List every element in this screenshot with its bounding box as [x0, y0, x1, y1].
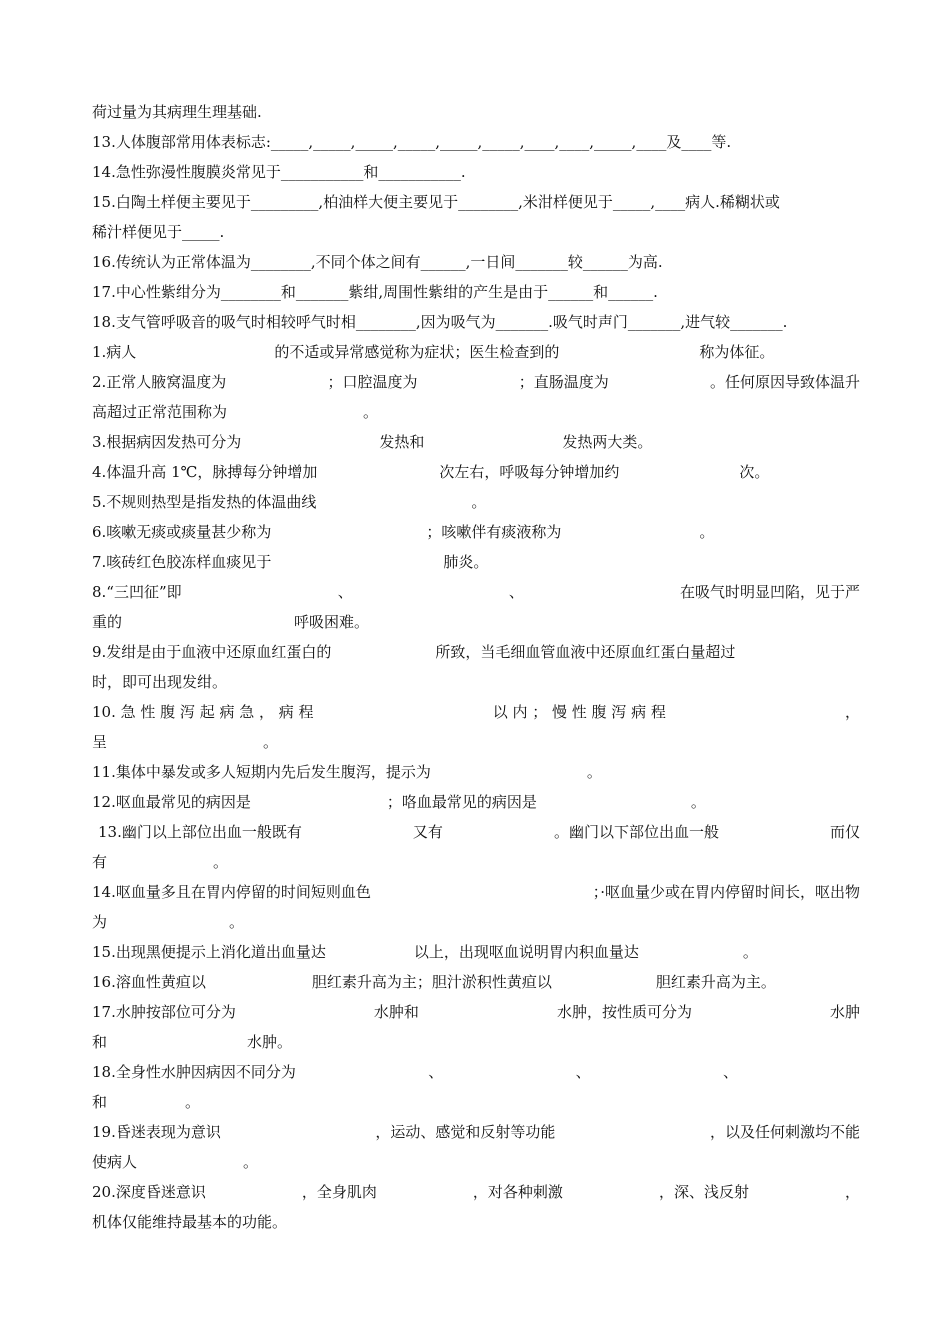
q19-part-b: ，运动、感觉和反射等功能: [375, 1123, 556, 1141]
q6-part-b: ；咳嗽伴有痰液称为: [426, 523, 562, 541]
q18-part-b: 、: [428, 1063, 444, 1081]
q9-part-b: 所致，当毛细血管血液中还原血红蛋白量超过: [435, 643, 736, 661]
question-b19-line1: [92, 1120, 860, 1144]
q16-part-c: 胆红素升高为主。: [655, 973, 776, 991]
q18-line2-a: 和: [92, 1093, 108, 1111]
q12-part-a: 12.呕血最常见的病因是: [92, 793, 251, 811]
q17-part-d: 水肿: [829, 1003, 860, 1021]
q10-part-b: 以 内 ； 慢 性 腹 泻 病 程: [492, 703, 666, 721]
q10-line2-b: 。: [263, 733, 279, 751]
question-b17-line1: [92, 1000, 860, 1024]
q3-part-a: 3.根据病因发热可分为: [92, 433, 242, 451]
q8-line2-a: 重的: [92, 613, 123, 631]
q19-part-a: 19.昏迷表现为意识: [92, 1123, 221, 1141]
question-b2-line2: [92, 400, 860, 424]
q6-part-a: 6.咳嗽无痰或痰量甚少称为: [92, 523, 272, 541]
question-b4: [92, 460, 860, 484]
q18-part-c: 、: [575, 1063, 591, 1081]
q16-part-b: 胆红素升高为主；胆汁淤积性黄疸以: [311, 973, 552, 991]
question-b20-line2: 机体仅能维持最基本的功能。: [92, 1213, 288, 1231]
q12-part-c: 。: [690, 793, 706, 811]
q10-part-a: 10. 急 性 腹 泻 起 病 急 ， 病 程: [92, 703, 314, 721]
q20-part-a: 20.深度昏迷意识: [92, 1183, 206, 1201]
q13-part-b: 又有: [412, 823, 443, 841]
q13-line2-b: 。: [213, 853, 229, 871]
intro-line: 荷过量为其病理生理基础.: [92, 103, 262, 121]
question-a17: 17.中心性紫绀分为________和_______紫绀,周围性紫绀的产生是由于______和______.: [92, 283, 658, 301]
question-b8-line2: [92, 610, 860, 634]
q19-part-c: ，以及任何刺激均不能: [709, 1123, 860, 1141]
q17-part-c: 水肿，按性质可分为: [556, 1003, 692, 1021]
question-b10-line1: [92, 700, 860, 724]
q14-part-a: 14.呕血量多且在胃内停留的时间短则血色: [92, 883, 371, 901]
question-b20-line1: [92, 1180, 860, 1204]
q4-part-b: 次左右，呼吸每分钟增加约: [439, 463, 620, 481]
question-a14: 14.急性弥漫性腹膜炎常见于___________和___________.: [92, 163, 466, 181]
q8-line2-b: 呼吸困难。: [294, 613, 370, 631]
q6-part-c: 。: [699, 523, 715, 541]
q13-part-d: 而仅: [829, 823, 860, 841]
q1-part-a: 1.病人: [92, 343, 137, 361]
q2-line2-b: 。: [363, 403, 379, 421]
q14-line2-a: 为: [92, 913, 108, 931]
q15-part-a: 15.出现黑便提示上消化道出血量达: [92, 943, 326, 961]
q13-part-c: 。幽门以下部位出血一般: [553, 823, 719, 841]
question-b1: [92, 340, 860, 364]
q15-part-b: 以上，出现呕血说明胃内积血量达: [413, 943, 639, 961]
q8-part-c: 、: [508, 583, 524, 601]
question-b7: [92, 550, 860, 574]
question-b9-line1: [92, 640, 860, 664]
question-b15: [92, 940, 860, 964]
question-b14-line1: [92, 880, 860, 904]
q1-part-c: 称为体征。: [699, 343, 775, 361]
q1-part-b: 的不适或异常感觉称为症状；医生检查到的: [274, 343, 560, 361]
q17-line2-b: 水肿。: [247, 1033, 293, 1051]
q14-part-b: ；·呕血量少或在胃内停留时间长，呕出物: [592, 883, 860, 901]
q19-line2-b: 。: [243, 1153, 259, 1171]
q15-part-c: 。: [742, 943, 758, 961]
q17-part-b: 水肿和: [373, 1003, 419, 1021]
question-b13-line1: [92, 820, 860, 844]
q18-line2-b: 。: [185, 1093, 201, 1111]
q13-line2-a: 有: [92, 853, 108, 871]
q5-part-b: 。: [471, 493, 487, 511]
question-b16: [92, 970, 860, 994]
question-b18-line1: [92, 1060, 860, 1084]
q11-part-a: 11.集体中暴发或多人短期内先后发生腹泻，提示为: [92, 763, 431, 781]
question-a18: 18.支气管呼吸音的吸气时相较呼气时相________,因为吸气为_______.吸气时声门_______,进气较_______.: [92, 313, 788, 331]
question-b5: [92, 490, 860, 514]
q20-part-d: ，深、浅反射: [658, 1183, 749, 1201]
q2-part-c: ；直肠温度为: [518, 373, 609, 391]
q7-part-b: 肺炎。: [443, 553, 489, 571]
q2-part-a: 2.正常人腋窝温度为: [92, 373, 227, 391]
q17-part-a: 17.水肿按部位可分为: [92, 1003, 236, 1021]
question-b14-line2: [92, 910, 860, 934]
q2-part-d: 。任何原因导致体温升: [709, 373, 860, 391]
question-b9-line2: 时，即可出现发绀。: [92, 673, 228, 691]
q19-line2-a: 使病人: [92, 1153, 138, 1171]
q7-part-a: 7.咳砖红色胶冻样血痰见于: [92, 553, 272, 571]
question-a15-line1: [92, 190, 860, 214]
q18-part-a: 18.全身性水肿因病因不同分为: [92, 1063, 296, 1081]
question-b11: [92, 760, 860, 784]
question-b17-line2: [92, 1030, 860, 1054]
q20-part-c: ，对各种刺激: [472, 1183, 563, 1201]
question-b19-line2: [92, 1150, 860, 1174]
question-b13-line2: [92, 850, 860, 874]
q14-line2-b: 。: [229, 913, 245, 931]
q8-part-d: 在吸气时明显凹陷，见于严: [679, 583, 860, 601]
question-b18-line2: [92, 1090, 860, 1114]
q4-part-c: 次。: [739, 463, 770, 481]
q5-part-a: 5.不规则热型是指发热的体温曲线: [92, 493, 317, 511]
question-b6: [92, 520, 860, 544]
q13-part-a: 13.幽门以上部位出血一般既有: [98, 823, 302, 841]
q4-part-a: 4.体温升高 1℃，脉搏每分钟增加: [92, 463, 318, 481]
question-a16: 16.传统认为正常体温为________,不同个体之间有______,一日间_______较______为高.: [92, 253, 663, 271]
question-b10-line2: [92, 730, 860, 754]
q2-part-b: ；口腔温度为: [327, 373, 418, 391]
q3-part-c: 发热两大类。: [562, 433, 653, 451]
q20-part-b: ，全身肌肉: [301, 1183, 377, 1201]
question-a15-line2: 稀汁样便见于_____.: [92, 223, 225, 241]
q17-line2-a: 和: [92, 1033, 108, 1051]
q11-part-b: 。: [586, 763, 602, 781]
q20-part-e: ，: [844, 1183, 860, 1201]
q10-line2-a: 呈: [92, 733, 108, 751]
question-b3: [92, 430, 860, 454]
q16-part-a: 16.溶血性黄疸以: [92, 973, 206, 991]
q18-part-d: 、: [722, 1063, 738, 1081]
q12-part-b: ；咯血最常见的病因是: [386, 793, 537, 811]
q3-part-b: 发热和: [379, 433, 425, 451]
question-b8-line1: [92, 580, 860, 604]
q10-part-c: ，: [844, 703, 860, 721]
question-b12: [92, 790, 860, 814]
q9-part-a: 9.发绀是由于血液中还原血红蛋白的: [92, 643, 332, 661]
question-b2-line1: [92, 370, 860, 394]
q8-part-a: 8.“三凹征”即: [92, 583, 182, 601]
q2-line2-a: 高超过正常范围称为: [92, 403, 228, 421]
q8-part-b: 、: [337, 583, 353, 601]
question-a15-text: 15.白陶土样便主要见于_________,柏油样大便主要见于________,米泔样便见于_____,____病人.稀糊状或: [92, 193, 780, 211]
question-a13: 13.人体腹部常用体表标志:_____,_____,_____,_____,_____,_____,____,____,_____,____及____等.: [92, 133, 732, 151]
